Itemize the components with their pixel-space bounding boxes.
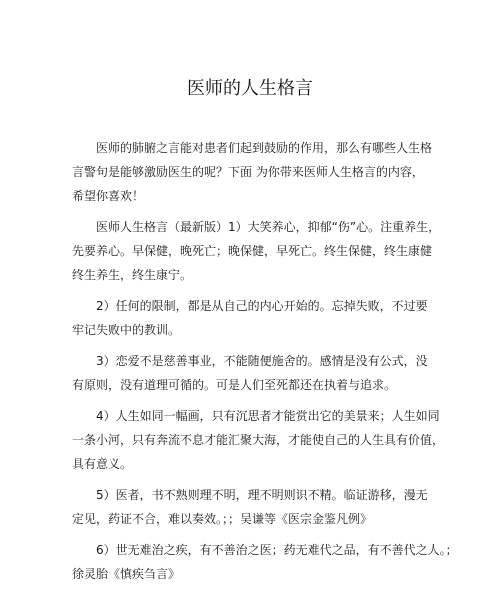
paragraph-intro [72, 136, 432, 208]
paragraph-quote-6 [72, 538, 458, 586]
paragraph-line: 先要养心。早保健，晚死亡；晚保健，早死亡。终生保健，终生康健 [72, 244, 433, 258]
paragraph-line: 有原则，没有道理可循的。可是人们至死都还在执着与追求。 [72, 378, 397, 392]
paragraph-line: 希望你喜欢！ [72, 189, 145, 203]
paragraph-line: 医师人生格言（最新版）1）大笑养心，抑郁“伤”心。注重养生， [96, 220, 441, 234]
paragraph-line: 徐灵胎《慎疾刍言》 [72, 567, 181, 581]
page-title: 医师的人生格言 [187, 78, 313, 99]
paragraph-line: 定见，药证不合，难以奏效。；；吴谦等《医宗金鉴凡例》 [72, 512, 373, 526]
document-body [72, 136, 458, 593]
paragraph-line: 5）医者，书不熟则理不明，理不明则识不精。临证游移，漫无 [96, 488, 428, 502]
paragraph-line: 4）人生如同一幅画，只有沉思者才能赏出它的美景来；人生如同 [96, 409, 440, 423]
paragraph-quote-1 [72, 215, 441, 287]
paragraph-line: 终生养生，终生康宁。 [72, 268, 193, 282]
paragraph-line: 具有意义。 [72, 457, 133, 471]
paragraph-line: 言警句是能够激励医生的呢？下面 为你带来医师人生格言的内容， [72, 165, 424, 179]
paragraph-quote-2 [72, 294, 432, 342]
paragraph-line: 牢记失败中的教训。 [72, 323, 181, 337]
paragraph-line: 医师的肺腑之言能对患者们起到鼓励的作用，那么有哪些人生格 [96, 141, 433, 155]
paragraph-line: 3）恋爱不是慈善事业，不能随便施舍的。感情是没有公式，没 [96, 354, 428, 368]
paragraph-line: 2）任何的限制，都是从自己的内心开始的。忘掉失败，不过要 [96, 299, 428, 313]
paragraph-quote-4 [72, 404, 445, 476]
paragraph-line: 一条小河，只有奔流不息才能汇聚大海，才能使自己的人生具有价值， [72, 433, 445, 447]
paragraph-line: 6）世无难治之疾，有不善治之医；药无难代之品，有不善代之人。； [96, 543, 458, 557]
paragraph-quote-5 [72, 483, 432, 531]
paragraph-quote-3 [72, 349, 432, 397]
